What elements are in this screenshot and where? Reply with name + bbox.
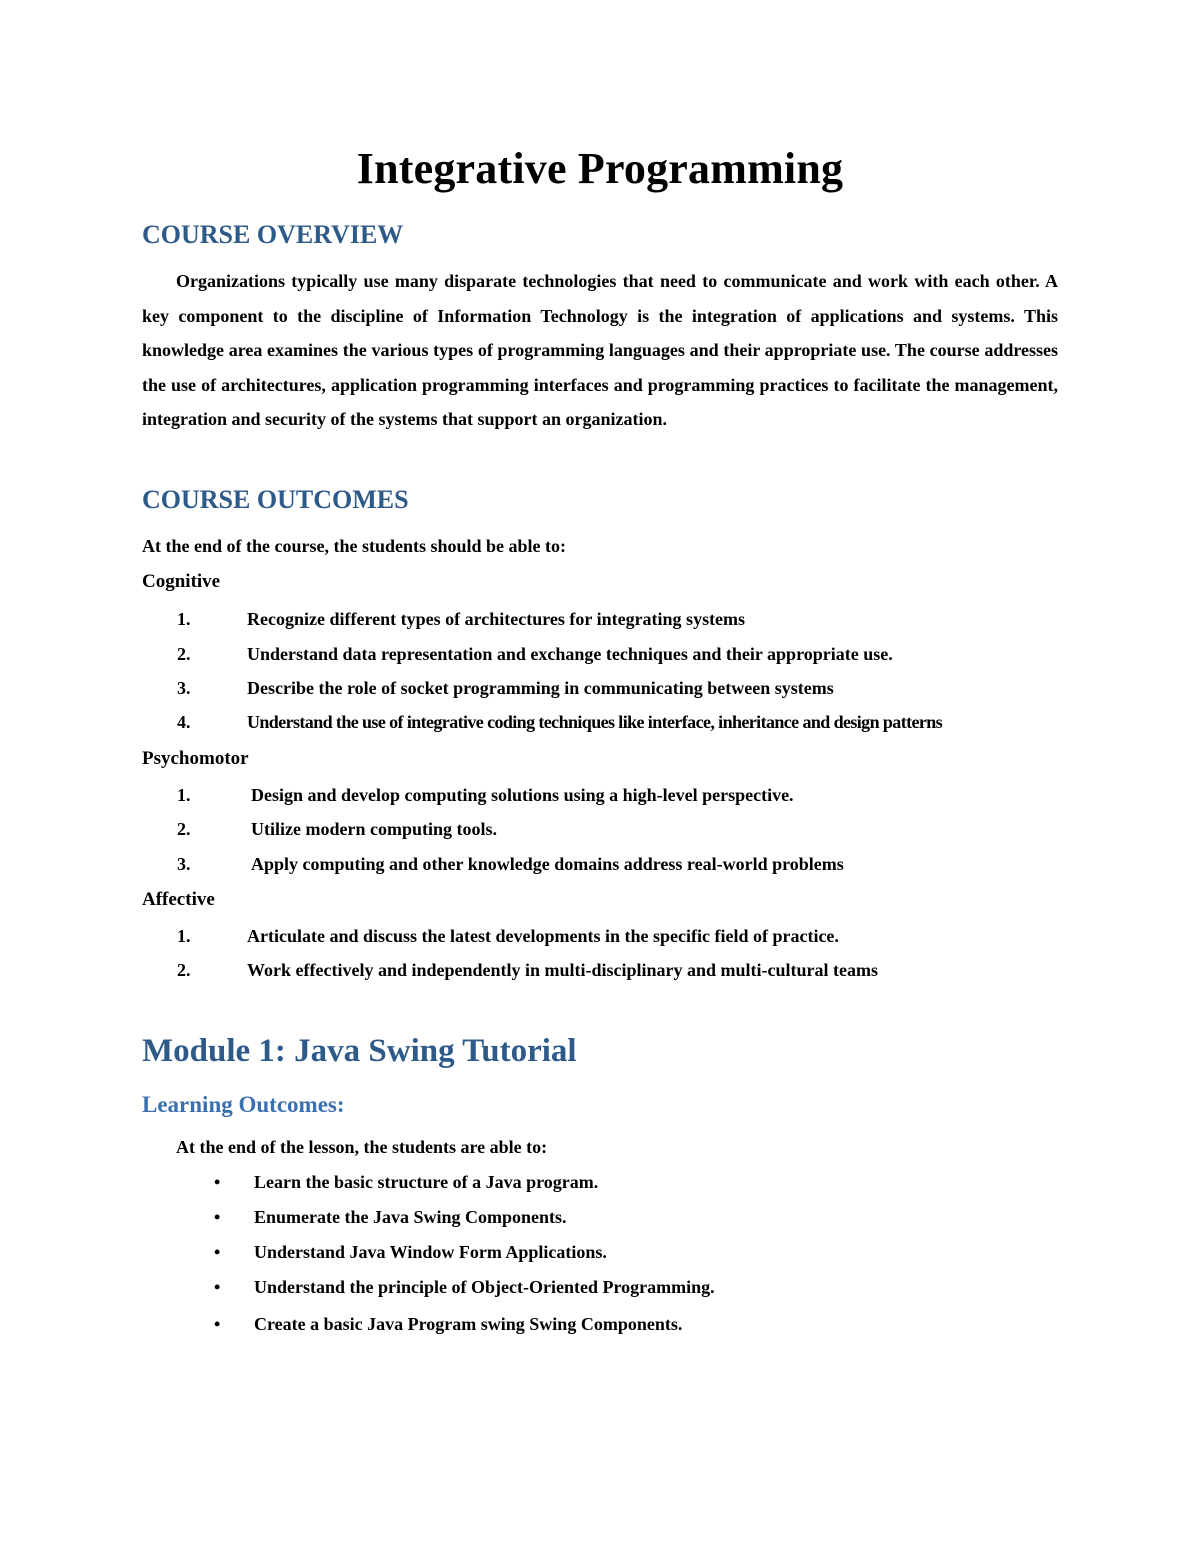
list-item-text: Create a basic Java Program swing Swing Components. <box>254 1314 683 1334</box>
list-item-text: Understand the use of integrative coding techniques like interface, inheritance and design patterns <box>247 712 943 732</box>
list-number: 3. <box>177 678 191 698</box>
list-item-text: Enumerate the Java Swing Components. <box>254 1207 567 1227</box>
course-outcomes-heading: COURSE OUTCOMES <box>142 485 409 514</box>
list-number: 1. <box>177 785 191 805</box>
bullet-icon: • <box>214 1207 221 1227</box>
list-number: 2. <box>177 644 191 664</box>
list-item-text: Utilize modern computing tools. <box>251 819 497 839</box>
list-number: 3. <box>177 854 191 874</box>
list-number: 2. <box>177 960 191 980</box>
list-item-text: Articulate and discuss the latest developments in the specific field of practice. <box>247 926 839 946</box>
list-item-text: Understand data representation and exchange techniques and their appropriate use. <box>247 644 893 664</box>
bullet-icon: • <box>214 1172 221 1192</box>
document-title: Integrative Programming <box>356 144 844 193</box>
bullet-icon: • <box>214 1242 221 1262</box>
category-affective: Affective <box>142 889 215 910</box>
bullet-icon: • <box>214 1277 221 1297</box>
list-item-text: Learn the basic structure of a Java program. <box>254 1172 599 1192</box>
bullet-icon: • <box>214 1314 221 1334</box>
category-psychomotor: Psychomotor <box>142 748 249 769</box>
list-number: 2. <box>177 819 191 839</box>
list-number: 1. <box>177 609 191 629</box>
list-item-text: Work effectively and independently in multi-disciplinary and multi-cultural teams <box>247 960 879 980</box>
learning-outcomes-heading: Learning Outcomes: <box>142 1092 345 1117</box>
course-overview-paragraph: Organizations typically use many disparate technologies that need to communicate and work with each other. A key component to the discipline of Information Technology is the integration of applications and systems. This knowledge area examines the various types of programming languages and their appropriate use. The course addresses the use of architectures, application programming interfaces and programming practices to facilitate the management, integration and security of the systems that support an organization. <box>142 271 1058 429</box>
category-cognitive: Cognitive <box>142 571 221 592</box>
learning-outcomes-intro: At the end of the lesson, the students are able to: <box>176 1137 548 1157</box>
list-item-text: Apply computing and other knowledge domains address real-world problems <box>251 854 844 874</box>
list-item-text: Design and develop computing solutions using a high-level perspective. <box>251 785 794 805</box>
list-number: 1. <box>177 926 191 946</box>
course-outcomes-intro: At the end of the course, the students should be able to: <box>142 536 567 556</box>
list-number: 4. <box>177 712 191 732</box>
module-heading: Module 1: Java Swing Tutorial <box>142 1033 577 1069</box>
list-item-text: Describe the role of socket programming in communicating between systems <box>247 678 834 698</box>
list-item-text: Recognize different types of architectures for integrating systems <box>247 609 746 629</box>
list-item-text: Understand the principle of Object-Oriented Programming. <box>254 1277 715 1297</box>
list-item-text: Understand Java Window Form Applications. <box>254 1242 607 1262</box>
course-overview-heading: COURSE OVERVIEW <box>142 220 404 249</box>
